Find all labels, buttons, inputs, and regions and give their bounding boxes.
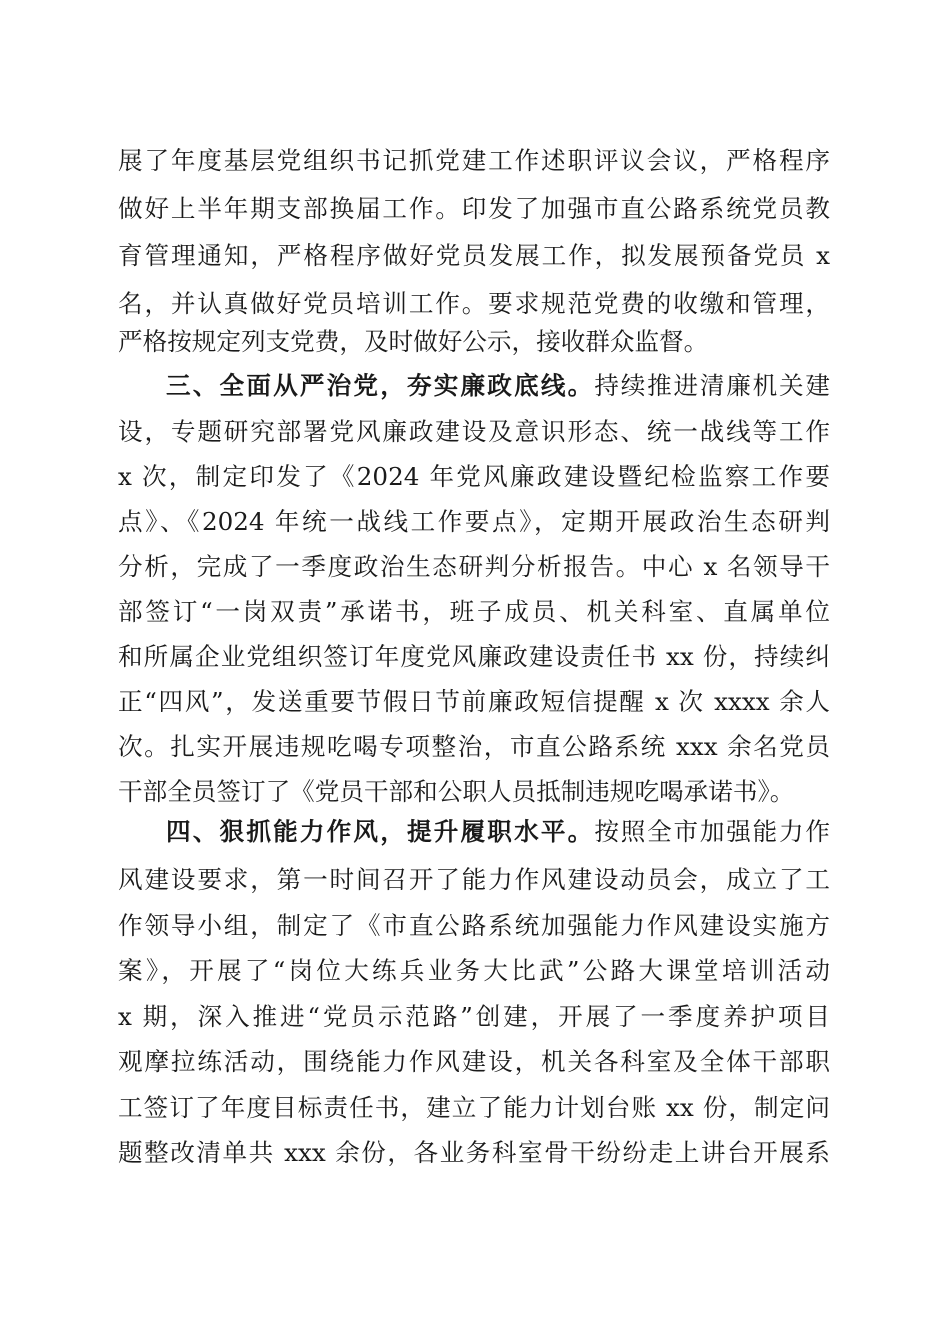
heading-line-text: 按照全市加强能力作 <box>594 817 830 846</box>
text-line: 和所属企业党组织签订年度党风廉政建设责任书 xx 份，持续纠 <box>118 642 830 671</box>
text-line: 题整改清单共 xxx 余份，各业务科室骨干纷纷走上讲台开展系 <box>118 1138 830 1167</box>
section-heading: 四、狠抓能力作风，提升履职水平。 <box>166 817 595 846</box>
heading-line-text: 持续推进清廉机关建 <box>594 371 830 400</box>
text-line: 展了年度基层党组织书记抓党建工作述职评议会议，严格程序 <box>118 146 830 175</box>
section-heading: 三、全面从严治党，夯实廉政底线。 <box>166 371 595 400</box>
text-line: 分析，完成了一季度政治生态研判分析报告。中心 x 名领导干 <box>118 552 830 581</box>
text-line: 严格按规定列支党费，及时做好公示，接收群众监督。 <box>118 327 709 356</box>
text-line: 育管理通知，严格程序做好党员发展工作，拟发展预备党员 x <box>118 241 830 270</box>
text-line: 设，专题研究部署党风廉政建设及意识形态、统一战线等工作 <box>118 417 830 446</box>
text-line: 风建设要求，第一时间召开了能力作风建设动员会，成立了工 <box>118 865 830 894</box>
text-line: 正“四风”，发送重要节假日节前廉政短信提醒 x 次 xxxx 余人 <box>118 687 830 716</box>
text-line: 点》、《2024 年统一战线工作要点》，定期开展政治生态研判 <box>118 507 830 536</box>
text-line: 次。扎实开展违规吃喝专项整治，市直公路系统 xxx 余名党员 <box>118 732 830 761</box>
text-line: 案》，开展了“岗位大练兵业务大比武”公路大课堂培训活动 <box>118 956 830 985</box>
text-line: 做好上半年期支部换届工作。印发了加强市直公路系统党员教 <box>118 194 830 223</box>
text-line: 名，并认真做好党员培训工作。要求规范党费的收缴和管理， <box>118 289 830 318</box>
text-line: 干部全员签订了《党员干部和公职人员抵制违规吃喝承诺书》。 <box>118 777 795 806</box>
text-line: 作领导小组，制定了《市直公路系统加强能力作风建设实施方 <box>118 911 830 940</box>
text-line: 观摩拉练活动，围绕能力作风建设，机关各科室及全体干部职 <box>118 1047 830 1076</box>
text-line: 部签订“一岗双责”承诺书，班子成员、机关科室、直属单位 <box>118 597 830 626</box>
section-heading-line <box>166 362 830 410</box>
text-line: x 期，深入推进“党员示范路”创建，开展了一季度养护项目 <box>118 1002 830 1031</box>
text-line: x 次，制定印发了《2024 年党风廉政建设暨纪检监察工作要 <box>118 462 830 491</box>
section-heading-line <box>166 808 830 856</box>
text-line: 工签订了年度目标责任书，建立了能力计划台账 xx 份，制定问 <box>118 1093 830 1122</box>
